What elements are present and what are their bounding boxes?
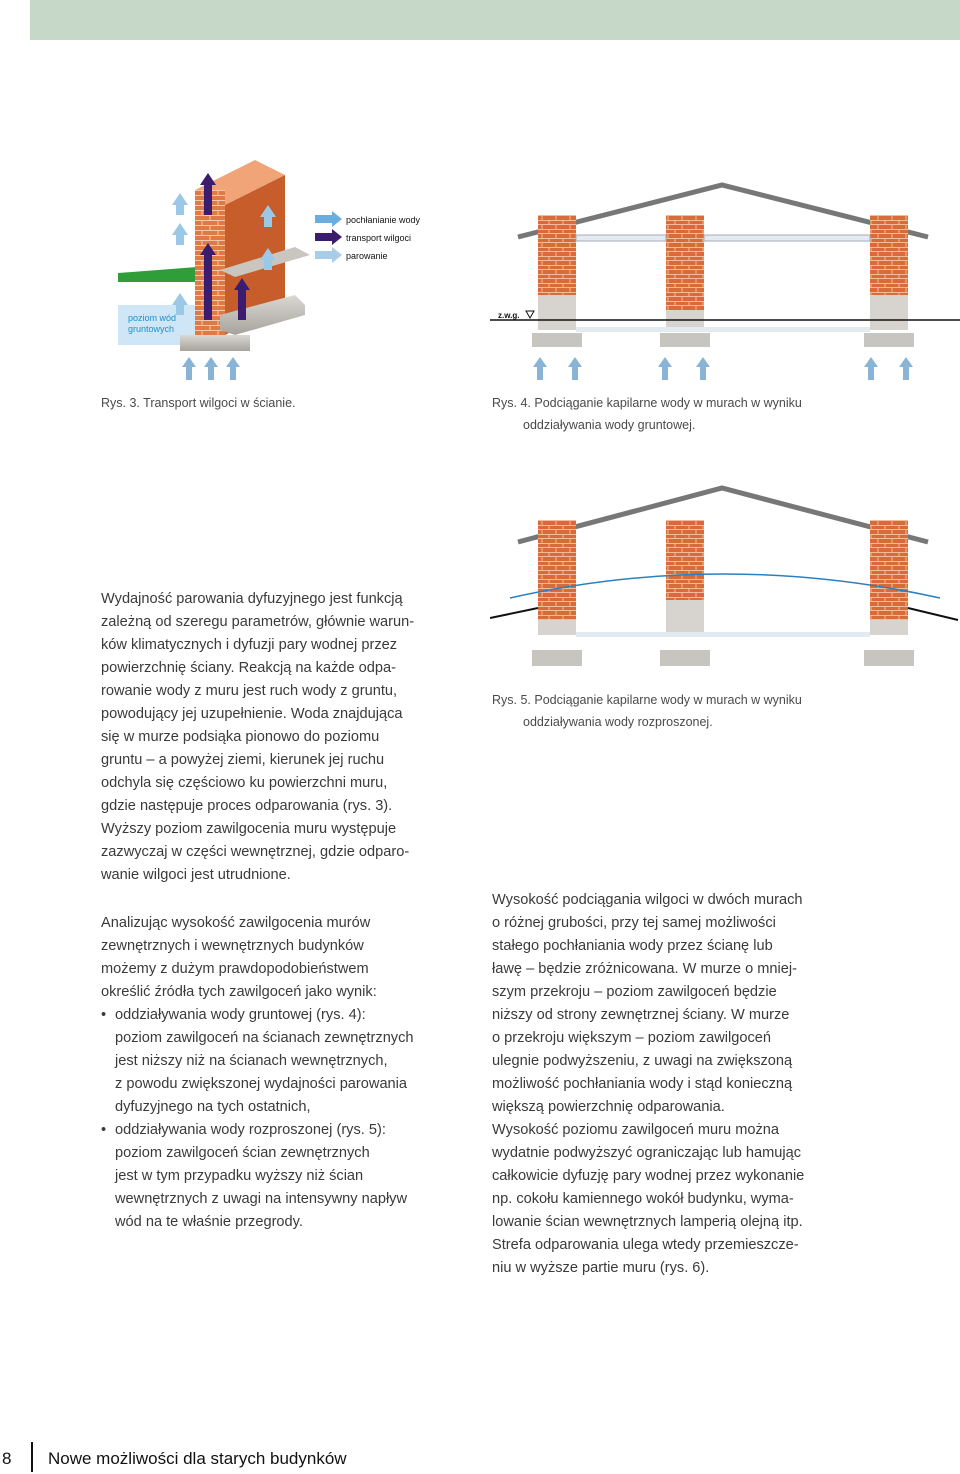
wall-right-base: [870, 620, 908, 635]
roof: [518, 185, 928, 237]
footing-right: [864, 650, 914, 666]
wall-left: [538, 520, 576, 620]
footing-middle: [660, 650, 710, 666]
footing-right: [864, 333, 914, 347]
wall-left-base: [538, 620, 576, 635]
legend-absorption-icon: [315, 211, 342, 227]
ground-line-right: [908, 608, 958, 620]
footing: [180, 335, 250, 351]
wall-right: [870, 215, 908, 295]
beam-right: [704, 235, 870, 241]
wall-middle: [666, 215, 704, 310]
capillary-arrows: [533, 357, 913, 380]
zwg-label: z.w.g.: [498, 311, 520, 320]
level-marker-icon: [526, 311, 534, 318]
legend-transport-icon: [315, 229, 342, 245]
house-dispersed-water-diagram: [490, 480, 960, 670]
bullet-item-1: • oddziaływania wody gruntowej (rys. 4):: [101, 1004, 414, 1027]
legend-absorption: pochłanianie wody: [346, 215, 421, 225]
absorption-arrows: [182, 357, 240, 380]
wall-diagram: [110, 145, 450, 390]
page-number: 8: [2, 1449, 12, 1468]
footing-left: [532, 650, 582, 666]
ground-line-left: [490, 608, 538, 618]
beam-left: [576, 235, 666, 241]
figure-4: [490, 175, 960, 385]
left-paragraph-2: Analizując wysokość zawilgocenia murów zewnętrznych i wewnętrznych budynków możemy z dużym prawdopodobieństwem określić źródła tych zawilgoceń jako wynik: • oddziaływania wody gruntowej (rys. 4): poziom zawilgoceń na ścianach zewnętrznych jest niższy niż na ścianach wewnętrznych, z powodu zwiększonej wydajności parowania dyfuzyjnego na tych ostatnich, • oddziaływania wody rozproszonej (rys. 5): poziom zawilgoceń ścian zewnętrznych jest w tym przypadku wyższy niż ścian wewnętrznych z uwagi na intensywny napływ wód na te właśnie przegrody.: [101, 912, 414, 1234]
wall-left-base: [538, 295, 576, 330]
legend-transport: transport wilgoci: [346, 233, 412, 243]
wall-middle-base: [666, 600, 704, 635]
floor: [576, 632, 870, 637]
left-paragraph-1: Wydajność parowania dyfuzyjnego jest funkcją zależną od szeregu parametrów, głównie warun- ków klimatycznych i dyfuzji pary wodnej przez powierzchnię ściany. Reakcją na każde odpa- rowanie wody z muru jest ruch wody z gruntu, powodujący jej uzupełnienie. Woda znajdująca się w murze podsiąka pionowo do poziomu gruntu – a powyżej ziemi, kierunek jej ruchu odchyla się częściowo ku powierzchni muru, gdzie następuje proces odparowania (rys. 3). Wyższy poziom zawilgocenia muru występuje zazwyczaj w części wewnętrznej, gdzie odparo- wanie wilgoci jest utrudnione.: [101, 591, 415, 883]
figure-5: [490, 480, 960, 670]
wall-left-wet: [538, 215, 576, 295]
bullet-item-2: • oddziaływania wody rozproszonej (rys. 5):: [101, 1119, 414, 1142]
figure-5-caption: Rys. 5. Podciąganie kapilarne wody w murach w wyniku oddziaływania wody rozproszonej.: [492, 693, 802, 729]
figure-4-caption: Rys. 4. Podciąganie kapilarne wody w murach w wyniku oddziaływania wody gruntowej.: [492, 396, 802, 432]
right-paragraph: Wysokość podciągania wilgoci w dwóch murach o różnej grubości, przy tej samej możliwości stałego pochłaniania wody przez ścianę lub ławę – będzie zróżnicowana. W murze o mniej- szym przekroju – poziom zawilgoceń będzie niższy od strony zewnętrznej ściany. W murze o przekroju większym – poziom zawilgoceń ulegnie podwyższeniu, z uwagi na zwiększoną możliwość pochłaniania wody i stąd konieczną większą powierzchnię odparowania. Wysokość poziomu zawilgoceń muru można wydatnie podwyższyć ograniczając lub hamując całkowicie dyfuzję pary wodnej przez wykonanie np. cokołu kamiennego wokół budynku, wyma- lowanie ścian wewnętrznych lamperią olejną itp. Strefa odparowania ulega wtedy przemieszcze- niu w wyższe partie muru (rys. 6).: [492, 892, 805, 1276]
publication-title: Nowe możliwości dla starych budynków: [48, 1449, 347, 1468]
wall-right: [870, 520, 908, 620]
legend: [315, 211, 421, 263]
wall-middle: [666, 520, 704, 600]
footing-middle: [660, 333, 710, 347]
floor: [576, 327, 870, 332]
groundwater-label-1: poziom wód: [128, 313, 177, 323]
groundwater-label-2: gruntowych: [128, 324, 175, 334]
footing-left: [532, 333, 582, 347]
figure-3: [110, 145, 450, 390]
figure-3-caption: Rys. 3. Transport wilgoci w ścianie.: [101, 396, 296, 410]
header-bar: [30, 0, 960, 40]
legend-evaporation: parowanie: [346, 251, 388, 261]
legend-evaporation-icon: [315, 247, 342, 263]
roof: [518, 488, 928, 542]
footer-divider: [31, 1442, 33, 1472]
house-groundwater-diagram: [490, 175, 960, 385]
wall-right-base: [870, 295, 908, 330]
